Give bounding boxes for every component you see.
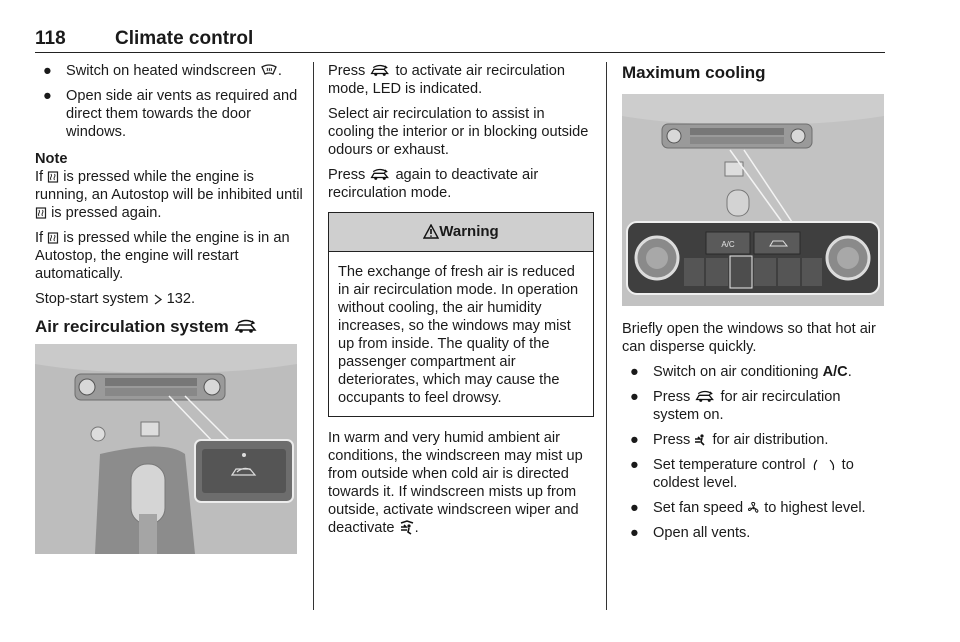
list-item: ● Set temperature control to coldest level. xyxy=(630,457,854,491)
climate-panel-photo xyxy=(622,94,884,306)
page-reference-arrow-icon xyxy=(153,293,163,306)
list-item: ● Switch on heated windscreen . xyxy=(43,63,282,79)
page-header xyxy=(35,28,885,53)
paragraph: Select air recirculation to assist in cooling the interior or in blocking outside odours or exhaust. xyxy=(328,106,589,158)
rear-window-heating-icon xyxy=(35,206,47,220)
ac-label: A/C xyxy=(721,240,735,249)
air-recirculation-icon xyxy=(369,168,391,182)
windscreen-air-distribution-icon xyxy=(399,520,415,535)
column-divider xyxy=(313,62,314,610)
warning-title: Warning xyxy=(439,223,499,240)
list-item: ● Set fan speed to highest level. xyxy=(630,500,866,516)
note-paragraph: If is pressed while the engine is in an Autostop, the engine will restart automatically. xyxy=(35,230,290,282)
note-paragraph: If is pressed while the engine is running, an Autostop will be inhibited until is pressed again. xyxy=(35,169,303,221)
section-heading: Air recirculation system xyxy=(35,318,303,336)
warning-triangle-icon xyxy=(423,224,439,239)
xref-link[interactable]: 132. xyxy=(166,291,196,307)
page-title: Climate control xyxy=(115,28,254,49)
paragraph: Briefly open the windows so that hot air can disperse quickly. xyxy=(622,321,876,355)
warning-header xyxy=(329,213,593,252)
air-recirculation-icon xyxy=(233,319,259,335)
paragraph: Press again to deactivate air recirculation mode. xyxy=(328,167,539,201)
column-left xyxy=(35,62,303,554)
heated-windscreen-icon xyxy=(260,63,278,78)
bullet-side-vents: Open side air vents as required and direct them towards the door windows. xyxy=(66,88,298,140)
fan-icon xyxy=(747,501,760,515)
rear-window-heating-icon xyxy=(47,231,59,245)
list-item: ● Switch on air conditioning A/C. xyxy=(630,364,852,380)
section-heading: Maximum cooling xyxy=(622,63,766,82)
list-item: ● Open side air vents as required and direct them towards the door windows. xyxy=(43,88,298,140)
column-divider xyxy=(606,62,607,610)
list-item: ● Open all vents. xyxy=(630,525,751,541)
paragraph: In warm and very humid ambient air conditions, the windscreen may mist up from outside when cold air is directed towards it. If windscreen mists up from outside, activate windscreen wiper and deactivate . xyxy=(328,430,583,536)
note-heading: Note xyxy=(35,151,68,167)
page-number: 118 xyxy=(35,28,66,49)
rear-window-heating-icon xyxy=(47,170,59,184)
air-distribution-upper-body-icon xyxy=(694,433,708,447)
bullet-heated-windscreen: Switch on heated windscreen xyxy=(66,63,256,79)
ac-label: A/C xyxy=(822,364,848,380)
air-recirculation-icon xyxy=(694,390,716,404)
temperature-control-icon xyxy=(810,458,838,472)
cross-reference: Stop-start system 132. xyxy=(35,291,196,307)
list-item: ● Press for air recirculation system on. xyxy=(630,389,841,423)
list-item: ● Press for air distribution. xyxy=(630,432,829,448)
paragraph: Press to activate air recirculation mode, LED is indicated. xyxy=(328,63,565,97)
warning-box xyxy=(328,212,594,417)
air-recirculation-icon xyxy=(369,64,391,78)
warning-body: The exchange of fresh air is reduced in air recirculation mode. In operation without cooling, the air humidity increases, so the windows may mist up from inside. The quality of the passenger compartment air deteriorates, which may cause the occupants to feel drowsy. xyxy=(338,264,579,406)
recirculation-console-photo xyxy=(35,344,297,554)
column-right xyxy=(622,62,886,549)
column-middle xyxy=(328,62,594,544)
